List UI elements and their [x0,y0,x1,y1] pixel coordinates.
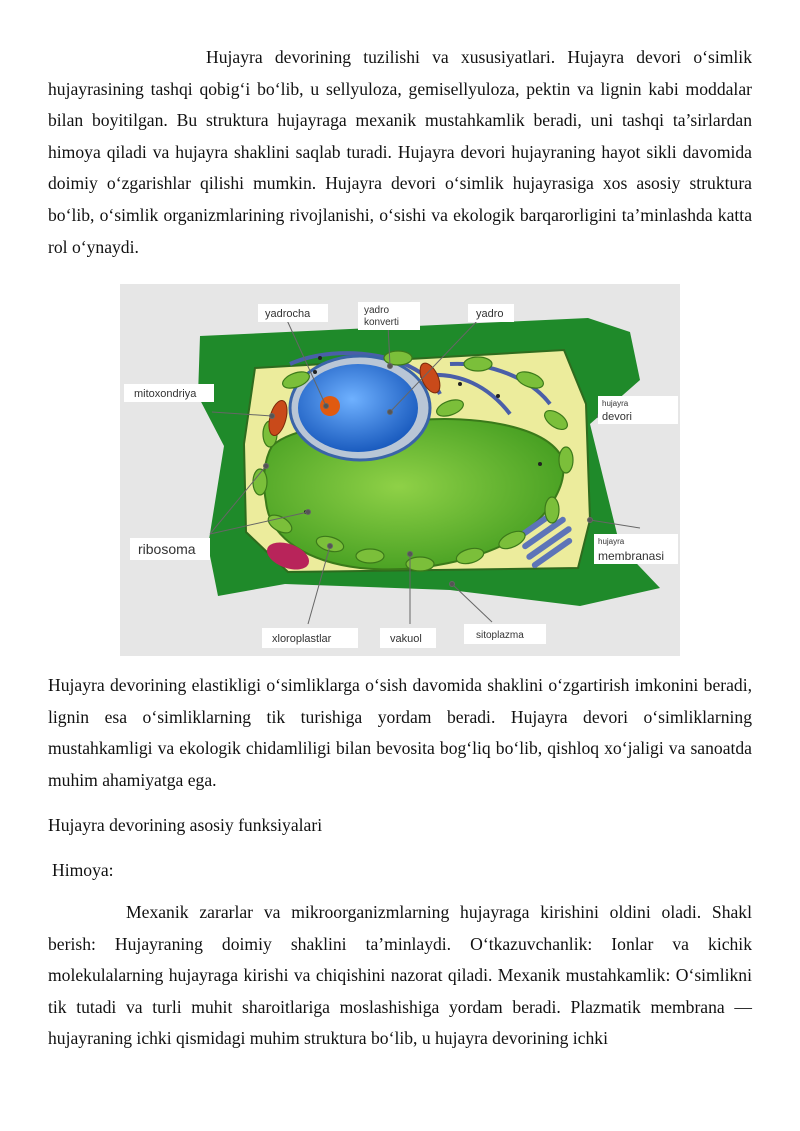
plant-cell-svg [120,284,680,656]
svg-text:mitoxondriya: mitoxondriya [134,388,197,400]
paragraph-cell-wall-elasticity: Hujayra devorining elastikligi o‘simliklarga o‘sish davomida shaklini o‘zgartirish imkonini beradi, lignin esa o‘simliklarning tik turishiga yordam beradi. Hujayra devori o‘simliklarning mustahkamligi va ekologik chidamliligi bilan bevosita bog‘liq bo‘lib, qishloq xo‘jaligi va sanoatda muhim ahamiyatga ega. [48,675,752,790]
svg-text:hujayra: hujayra [598,537,625,546]
label-hujayra-membranasi [594,534,678,564]
svg-text:membranasi: membranasi [598,549,665,563]
label-yadrocha [258,304,328,322]
nucleus [298,364,418,452]
svg-text:yadro: yadro [476,308,504,320]
svg-text:vakuol: vakuol [390,633,422,645]
plant-cell-diagram [120,284,680,656]
svg-text:sitoplazma: sitoplazma [476,630,524,641]
label-mitoxondriya [124,384,214,402]
svg-text:yadro: yadro [364,305,390,316]
heading-main-functions: Hujayra devorining asosiy funksiyalari [48,815,323,835]
svg-text:yadrocha: yadrocha [265,308,311,320]
svg-text:ribosoma: ribosoma [138,541,196,557]
paragraph-functions-detail: Mexanik zararlar va mikroorganizmlarning hujayraga kirishini oldini oladi. Shakl berish: Hujayraning doimiy shaklini ta’minlaydi. O‘tkazuvchanlik: Ionlar va kichik molekulalarning hujayraga kirishi va chiqishini nazorat qiladi. Mexanik mustahkamlik: O‘simlikni tik tutadi va turli muhit sharoitlariga moslashishiga yordam beradi. Plazmatik membrana — hujayraning ichki qismidagi muhim struktura bo‘lib, u hujayra devorining ichki [48,902,752,1049]
label-xloroplastlar [262,628,358,648]
label-hujayra-devori [598,396,678,424]
heading-protection: Himoya: [52,860,114,880]
label-yadro-konverti [358,302,420,330]
paragraph-cell-wall-structure: Hujayra devorining tuzilishi va xususiyatlari. Hujayra devori o‘simlik hujayrasining tashqi qobig‘i bo‘lib, u sellyuloza, gemisellyuloza, pektin va lignin kabi moddalar bilan boyitilgan. Bu struktura hujayraga mexanik mustahkamlik beradi, uni tashqi ta’sirlardan himoya qiladi va hujayra shaklini saqlab turadi. Hujayra devori hujayraning hayot sikli davomida doimiy o‘zgarishlar qilishi mumkin. Hujayra devori o‘simlik hujayrasiga xos asosiy struktura bo‘lib, o‘simlik organizmlarining rivojlanishi, o‘sishi va ekologik barqarorligini ta’minlashda katta rol o‘ynaydi. [48,47,752,257]
label-sitoplazma [464,624,546,644]
svg-text:devori: devori [602,411,632,423]
label-yadro [468,304,514,322]
svg-text:hujayra: hujayra [602,399,629,408]
label-ribosoma [130,538,210,560]
label-vakuol [380,628,436,648]
svg-text:xloroplastlar: xloroplastlar [272,633,332,645]
svg-text:konverti: konverti [364,317,400,328]
